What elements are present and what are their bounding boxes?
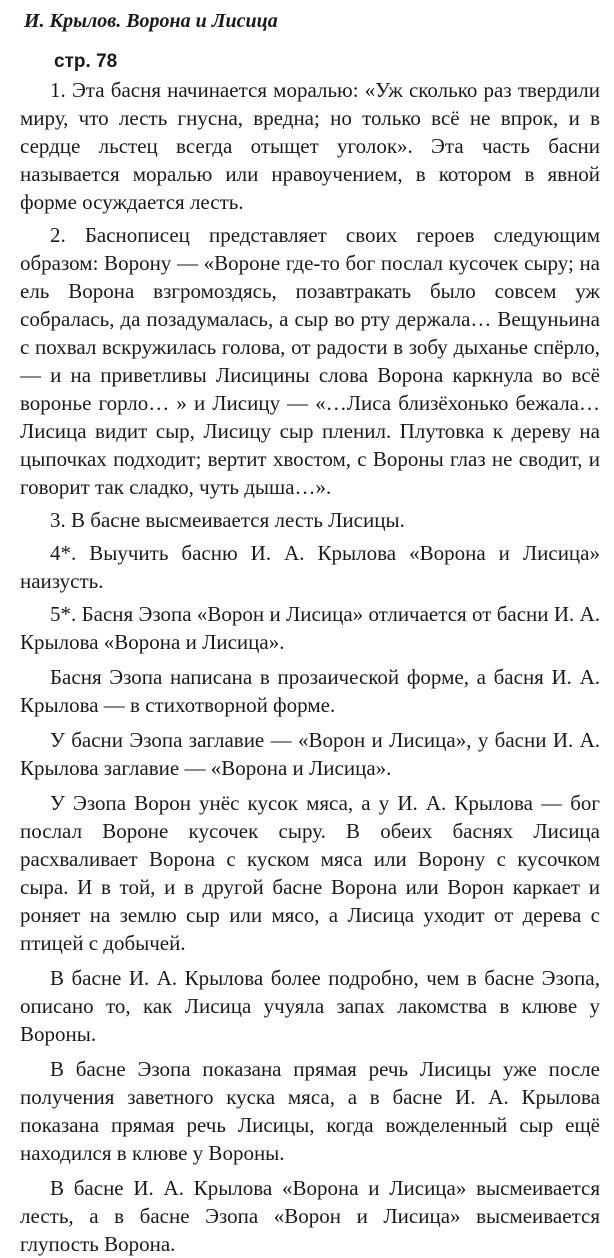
paragraph-1: 1. Эта басня начинается моралью: «Уж сколько раз твердили миру, что лесть гнусна, вредна; но только всё не впрок, и в сердце льстец всегда отыщет уголок». Эта часть басни называется моралью или нравоучением, в котором в явной форме осуждается лесть.: [20, 78, 600, 214]
page-reference: стр. 78: [54, 51, 118, 72]
paragraph-4: 4*. Выучить басню И. А. Крылова «Ворона и Лисица» наизусть.: [20, 541, 600, 593]
document-body: [20, 76, 600, 1258]
document-title: И. Крылов. Ворона и Лисица: [24, 10, 278, 32]
paragraph-6: Басня Эзопа написана в прозаической форме, а басня И. А. Крылова — в стихотворной форме.: [20, 665, 600, 717]
paragraph-11: В басне И. А. Крылова «Ворона и Лисица» высмеивается лесть, а в басне Эзопа «Ворон и Лисица» высмеивается глупость Ворона.: [20, 1176, 600, 1256]
paragraph-8: У Эзопа Ворон унёс кусок мяса, а у И. А. Крылова — бог послал Вороне кусочек сыру. В обеих баснях Лисица расхваливает Ворона с куском мяса или Ворону с кусочком сыра. И в той, и в другой басне Ворона или Ворон каркает и роняет на землю сыр или мясо, а Лисица уходит от дерева с птицей с добычей.: [20, 791, 600, 955]
paragraph-7: У басни Эзопа заглавие — «Ворон и Лисица», у басни И. А. Крылова заглавие — «Ворона и Лисица».: [20, 728, 600, 780]
paragraph-5: 5*. Басня Эзопа «Ворон и Лисица» отличается от басни И. А. Крылова «Ворона и Лисица».: [20, 602, 600, 654]
paragraph-9: В басне И. А. Крылова более подробно, чем в басне Эзопа, описано то, как Лисица учуяла запах лакомства в клюве у Вороны.: [20, 966, 600, 1046]
paragraph-3: 3. В басне высмеивается лесть Лисицы.: [50, 508, 405, 532]
paragraph-2: 2. Баснописец представляет своих героев следующим образом: Ворону — «Вороне где-то бог послал кусочек сыру; на ель Ворона взгромоздясь, позавтракать было совсем уж собралась, да позадумалась, а сыр во рту держала… Вещуньина с похвал вскружилась голова, от радости в зобу дыханье спёрло, — и на приветливы Лисицины слова Ворона каркнула во всё воронье горло… » и Лисицу — «…Лиса близёхонько бежала… Лисица видит сыр, Лисицу сыр пленил. Плутовка к дереву на цыпочках подходит; вертит хвостом, с Вороны глаз не сводит, и говорит так сладко, чуть дыша…».: [20, 223, 600, 499]
paragraph-10: В басне Эзопа показана прямая речь Лисицы уже после получения заветного куска мяса, а в басне И. А. Крылова показана прямая речь Лисицы, когда вожделенный сыр ещё находился в клюве у Вороны.: [20, 1057, 600, 1165]
